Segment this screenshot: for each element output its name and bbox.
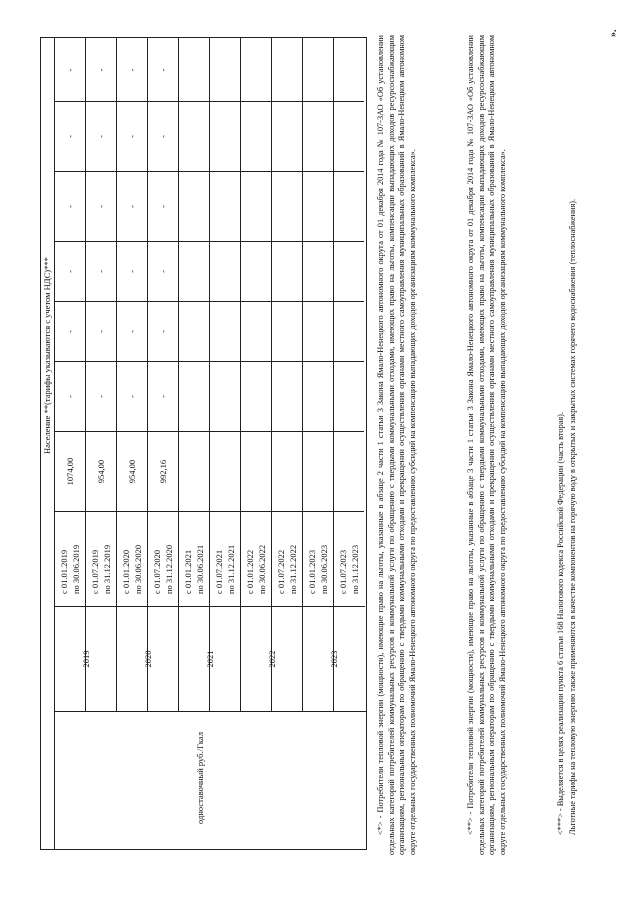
tariff-value: [210, 431, 240, 511]
empty-value-cell: [303, 101, 333, 171]
table-row: [210, 38, 241, 711]
empty-value-cell: [179, 361, 209, 431]
period-to: по 30.06.2022: [257, 544, 267, 594]
period-from: с 01.01.2019: [59, 549, 69, 594]
empty-value-cell: [303, 241, 333, 301]
period-to: по 31.12.2022: [288, 544, 298, 594]
year-cell: 2019: [55, 606, 117, 711]
empty-value-cell: -: [148, 301, 178, 361]
tariff-value: [179, 431, 209, 511]
empty-value-cell: -: [65, 68, 75, 72]
tariff-value: [241, 431, 271, 511]
empty-value-cell: -: [148, 361, 178, 431]
period-to: по 30.06.2023: [319, 544, 329, 594]
empty-value-cell: -: [117, 241, 147, 301]
period-cell: [179, 511, 209, 606]
empty-value-cell: -: [55, 241, 85, 301]
period-from: с 01.07.2019: [90, 549, 100, 594]
empty-value-cell: [210, 361, 240, 431]
empty-value-cell: [179, 301, 209, 361]
tariff-value: 954,00: [86, 431, 116, 511]
empty-value-cell: -: [55, 301, 85, 361]
empty-value-cell: [303, 361, 333, 431]
empty-value-cell: [241, 361, 271, 431]
empty-value-cell: [334, 241, 364, 301]
footnote-3-text: <***> - Выделяется в целях реализации пункта 6 статьи 168 Налогового кодекса Российской Федерации (часть вторая).: [556, 411, 565, 835]
year-cell: 2021: [179, 606, 241, 711]
end-mark: ».: [608, 29, 619, 37]
empty-value-cell: -: [96, 68, 106, 72]
empty-value-cell: [272, 171, 302, 241]
period-cell: [86, 511, 116, 606]
period-from: с 01.07.2023: [338, 549, 348, 594]
period-cell: [303, 511, 333, 606]
empty-value-cell: -: [55, 101, 85, 171]
table-row: [86, 38, 117, 711]
period-from: с 01.07.2020: [152, 549, 162, 594]
table-row: [272, 38, 303, 711]
footnote-2: [466, 35, 508, 855]
empty-value-cell: -: [55, 361, 85, 431]
unit-column: [55, 711, 366, 849]
empty-value-cell: [241, 39, 271, 101]
empty-value-cell: -: [86, 101, 116, 171]
footnote-3: [556, 35, 567, 855]
empty-value-cell: -: [148, 171, 178, 241]
period-cell: [148, 511, 178, 606]
period-to: по 31.12.2021: [226, 544, 236, 594]
unit-label: одноставочный руб./Гкал: [195, 732, 205, 824]
empty-value-cell: [241, 101, 271, 171]
period-to: по 30.06.2021: [195, 544, 205, 594]
footnote-4: [568, 35, 579, 855]
period-to: по 30.06.2019: [71, 544, 81, 594]
empty-value-cell: -: [127, 68, 137, 72]
empty-value-cell: [241, 171, 271, 241]
footnote-1-text: <*> - Потребители тепловой энергии (мощности), имеющие право на льготы, указанные в абзаце 2 части 1 статьи 3 Закона Ямало-Ненецкого автономного округа от 01 декабря 2014 года № 107-ЗАО «Об установлении отдельных категорий потребителей коммунальных ресурсов и коммунальной услуги по обращению с твердыми коммунальными отходами, имеющих право на льготы, компенсации выпадающих доходов ресурсоснабжающим организациям, региональным операторам по обращению с твердыми коммунальными отходами и прекращении осуществления органами местного самоуправления муниципальных образований в Ямало-Ненецком автономном округе отдельных государственных полномочий Ямало-Ненецкого автономного округа по предоставлению субсидий на компенсацию выпадающих доходов организациям коммунального комплекса».: [376, 35, 417, 855]
period-from: с 01.07.2021: [214, 549, 224, 594]
empty-value-cell: [272, 101, 302, 171]
tariff-value: 954,00: [117, 431, 147, 511]
period-cell: [241, 511, 271, 606]
footnote-2-text: <**> - Потребители тепловой энергии (мощности), имеющие право на льготы, указанные в абзаце 3 части 1 статьи 3 Закона Ямало-Ненецкого автономного округа от 01 декабря 2014 года № 107-ЗАО «Об установлении отдельных категорий потребителей коммунальных ресурсов и коммунальной услуги по обращению с твердыми коммунальными отходами, имеющих право на льготы, компенсации выпадающих доходов ресурсоснабжающим организациям, региональным операторам по обращению с твердыми коммунальными отходами и прекращении осуществления органами местного самоуправления муниципальных образований в Ямало-Ненецком автономном округе отдельных государственных полномочий Ямало-Ненецкого автономного округа по предоставлению субсидий на компенсацию выпадающих доходов организациям коммунального комплекса».: [466, 35, 507, 855]
tariff-value: 1074,00: [55, 431, 85, 511]
footnote-1: [376, 35, 418, 855]
year-cell: 2022: [241, 606, 303, 711]
empty-value-cell: [210, 39, 240, 101]
footnote-4-text: Льготные тарифы на тепловую энергию также применяются в качестве компонентов на горячую воду в открытых и закрытых системах горячего водоснабжения (теплоснабжения).: [568, 198, 577, 835]
empty-value-cell: -: [158, 68, 168, 72]
period-from: с 01.01.2022: [245, 549, 255, 594]
period-from: с 01.01.2021: [183, 549, 193, 594]
empty-value-cell: [303, 39, 333, 101]
empty-value-cell: -: [86, 171, 116, 241]
period-from: с 01.07.2022: [276, 549, 286, 594]
empty-value-cell: -: [86, 241, 116, 301]
tariff-value: 992,16: [148, 431, 178, 511]
empty-value-cell: -: [148, 101, 178, 171]
year-cell: 2023: [303, 606, 365, 711]
empty-value-cell: [210, 241, 240, 301]
empty-value-cell: -: [86, 361, 116, 431]
empty-value-cell: [334, 101, 364, 171]
empty-value-cell: -: [117, 171, 147, 241]
tariff-value: [272, 431, 302, 511]
period-cell: [55, 511, 85, 606]
empty-value-cell: [272, 39, 302, 101]
empty-value-cell: -: [117, 301, 147, 361]
empty-value-cell: -: [117, 101, 147, 171]
empty-value-cell: [272, 301, 302, 361]
empty-value-cell: -: [117, 361, 147, 431]
empty-value-cell: [241, 241, 271, 301]
period-cell: [117, 511, 147, 606]
empty-value-cell: [179, 171, 209, 241]
empty-value-cell: [334, 361, 364, 431]
table-row: [334, 38, 365, 711]
period-to: по 31.12.2023: [350, 544, 360, 594]
empty-value-cell: -: [86, 301, 116, 361]
empty-value-cell: [210, 101, 240, 171]
tariff-table: [40, 37, 367, 850]
empty-value-cell: [334, 301, 364, 361]
period-cell: [210, 511, 240, 606]
period-to: по 31.12.2019: [102, 544, 112, 594]
year-cell: 2020: [117, 606, 179, 711]
period-to: по 30.06.2020: [133, 544, 143, 594]
empty-value-cell: [272, 361, 302, 431]
table-header: Население **(тарифы указываются с учетом НДС)***: [41, 38, 55, 849]
period-from: с 01.01.2023: [307, 549, 317, 594]
table-row: [148, 38, 179, 711]
period-cell: [272, 511, 302, 606]
empty-value-cell: -: [148, 241, 178, 301]
empty-value-cell: [334, 39, 364, 101]
empty-value-cell: [210, 171, 240, 241]
empty-value-cell: [179, 39, 209, 101]
tariff-value: [334, 431, 364, 511]
period-to: по 31.12.2020: [164, 544, 174, 594]
period-cell: [334, 511, 364, 606]
empty-value-cell: [241, 301, 271, 361]
tariff-value: [303, 431, 333, 511]
empty-value-cell: [303, 301, 333, 361]
empty-value-cell: [179, 241, 209, 301]
empty-value-cell: [272, 241, 302, 301]
empty-value-cell: [179, 101, 209, 171]
empty-value-cell: [210, 301, 240, 361]
empty-value-cell: [334, 171, 364, 241]
empty-value-cell: [303, 171, 333, 241]
period-from: с 01.01.2020: [121, 549, 131, 594]
empty-value-cell: -: [55, 171, 85, 241]
